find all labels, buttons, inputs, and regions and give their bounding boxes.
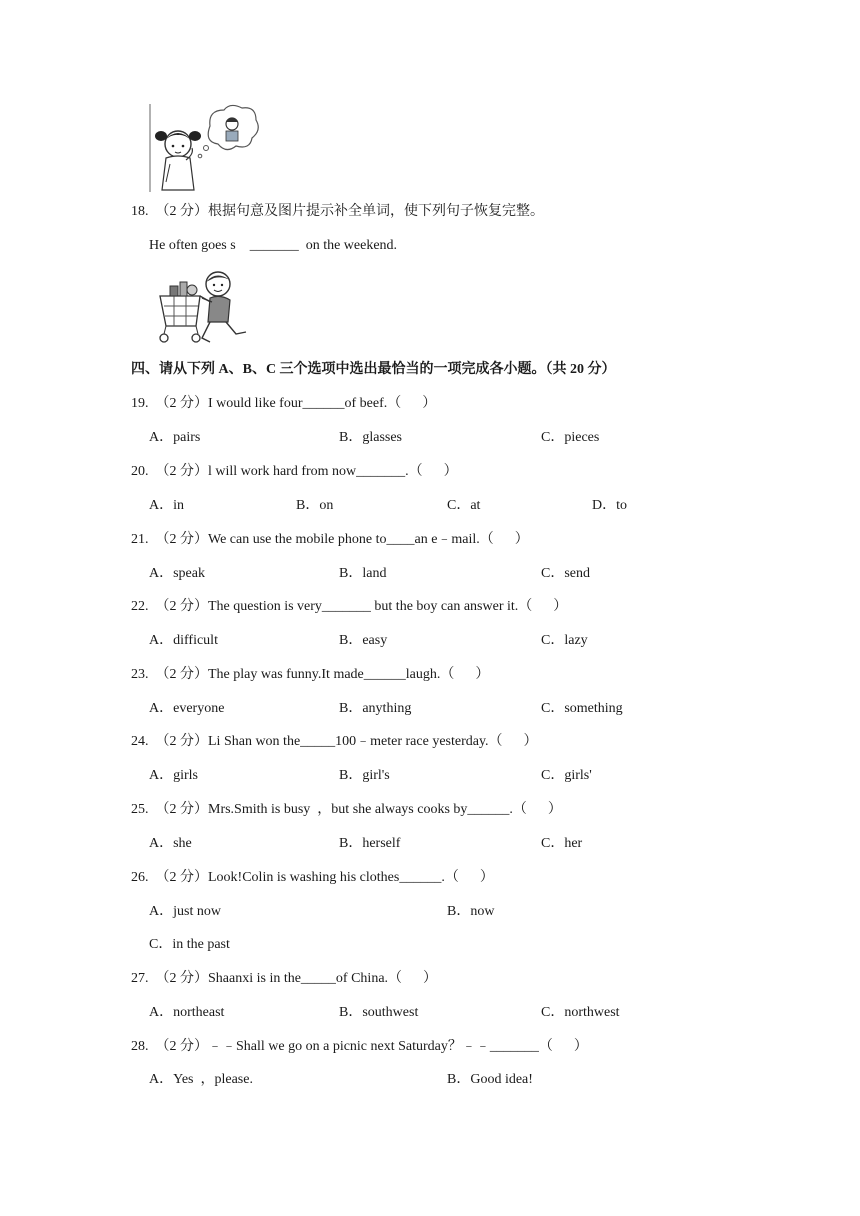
question-24-option-c: C．girls' (541, 768, 592, 783)
question-28-stem: 28. （2 分）﹣﹣Shall we go on a picnic next Saturday？﹣﹣_______（ ） (131, 1039, 588, 1054)
question-22-stem: 22. （2 分）The question is very_______ but the boy can answer it.（ ） (131, 599, 568, 614)
question-19-option-a: A．pairs (149, 430, 201, 445)
question-25-option-b: B．herself (339, 836, 401, 851)
question-26-stem: 26. （2 分）Look!Colin is washing his clothes______.（ ） (131, 870, 494, 885)
question-22-option-c: C．lazy (541, 633, 588, 648)
question-26-option-b: B．now (447, 904, 495, 919)
question-24-option-a: A．girls (149, 768, 198, 783)
question-24-stem: 24. （2 分）Li Shan won the_____100﹣meter race yesterday.（ ） (131, 734, 538, 749)
question-20-option-b: B．on (296, 498, 334, 513)
girl-thinking-picture (148, 104, 262, 192)
question-27-option-b: B．southwest (339, 1005, 419, 1020)
question-22-option-a: A．difficult (149, 633, 218, 648)
question-23-option-c: C．something (541, 701, 623, 716)
question-18-sentence: He often goes s _______ on the weekend. (149, 238, 398, 253)
question-18-text: 18. （2 分）根据句意及图片提示补全单词，使下列句子恢复完整。 (131, 204, 544, 219)
question-22-option-b: B．easy (339, 633, 388, 648)
question-25-option-a: A．she (149, 836, 192, 851)
question-28-option-a: A．Yes ，please. (149, 1072, 253, 1087)
question-23-stem: 23. （2 分）The play was funny.It made______laugh.（ ） (131, 667, 490, 682)
question-21-stem: 21. （2 分）We can use the mobile phone to____an e﹣mail.（ ） (131, 532, 529, 547)
question-26-option-c: C．in the past (149, 937, 230, 952)
question-25-stem: 25. （2 分）Mrs.Smith is busy ，but she always cooks by______.（ ） (131, 802, 562, 817)
question-26-option-a: A．just now (149, 904, 221, 919)
question-21-option-c: C．send (541, 566, 590, 581)
question-19-stem: 19. （2 分）I would like four______of beef.（ ） (131, 396, 437, 411)
question-27-stem: 27. （2 分）Shaanxi is in the_____of China.（ ） (131, 971, 438, 986)
question-21-option-a: A．speak (149, 566, 205, 581)
section-4-title: 四、请从下列 A、B、C 三个选项中选出最恰当的一项完成各小题。（共 20 分） (131, 362, 616, 377)
question-23-option-b: B．anything (339, 701, 412, 716)
question-25-option-c: C．her (541, 836, 583, 851)
question-19-option-b: B．glasses (339, 430, 402, 445)
question-20-option-a: A．in (149, 498, 184, 513)
question-20-option-d: D．to (592, 498, 627, 513)
question-24-option-b: B．girl's (339, 768, 390, 783)
question-28-option-b: B．Good idea! (447, 1072, 533, 1087)
question-21-option-b: B．land (339, 566, 387, 581)
question-19-option-c: C．pieces (541, 430, 600, 445)
question-20-stem: 20. （2 分）l will work hard from now_______.（ ） (131, 464, 458, 479)
question-23-option-a: A．everyone (149, 701, 225, 716)
question-27-option-c: C．northwest (541, 1005, 620, 1020)
question-27-option-a: A．northeast (149, 1005, 225, 1020)
question-20-option-c: C．at (447, 498, 481, 513)
shopping-cart-picture (156, 268, 248, 348)
